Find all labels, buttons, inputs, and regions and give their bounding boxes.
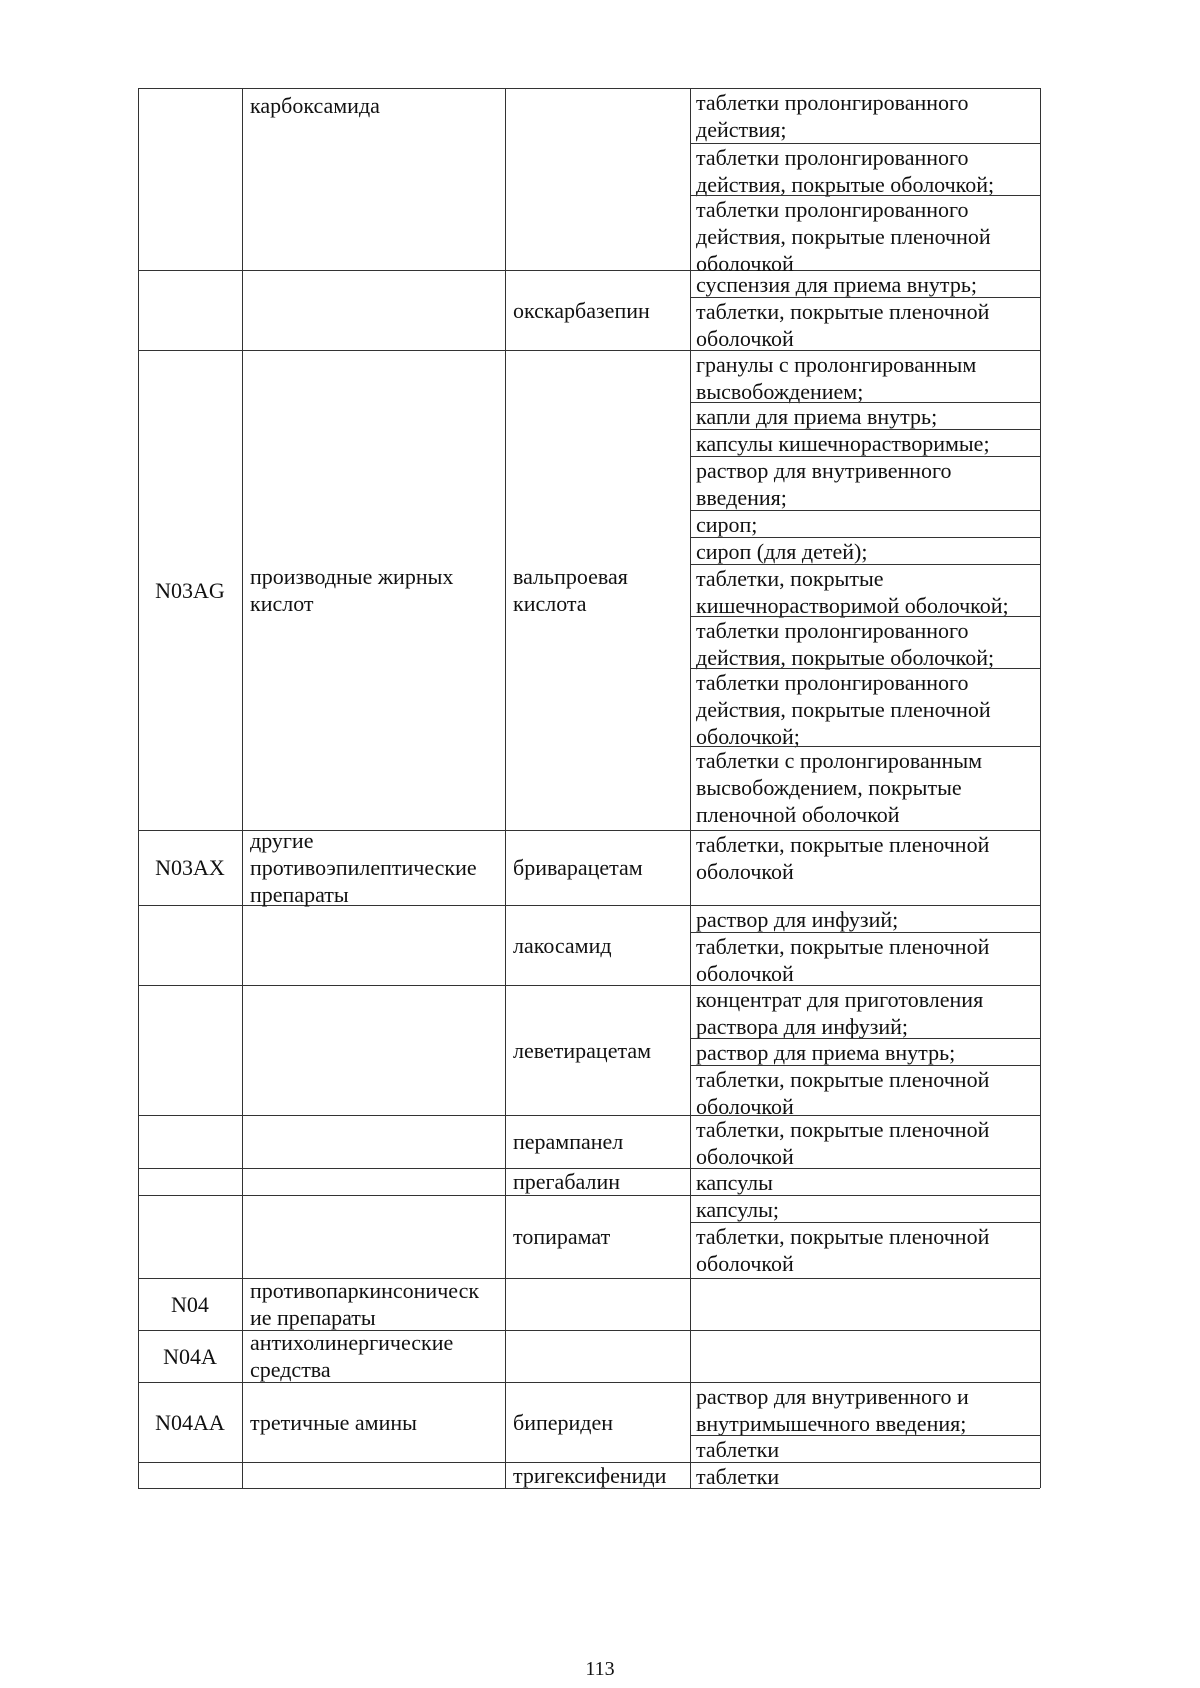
- dosage-form: капсулы: [696, 1170, 773, 1195]
- atc-code: N04A: [163, 1343, 217, 1369]
- dosage-form: таблетки пролонгированного действия, покрытые оболочкой;: [696, 145, 995, 197]
- dosage-form: сироп;: [696, 512, 758, 537]
- dosage-form: раствор для инфузий;: [696, 907, 899, 932]
- atc-code: N04AA: [155, 1409, 225, 1435]
- dosage-form: раствор для внутривенного и внутримышечного введения;: [696, 1384, 969, 1436]
- dosage-form: таблетки, покрытые пленочной оболочкой: [696, 299, 990, 351]
- dosage-form: таблетки пролонгированного действия, покрытые пленочной оболочкой: [696, 197, 991, 276]
- pharmacological-group: антихолинергические средства: [250, 1330, 454, 1382]
- dosage-form: таблетки пролонгированного действия, покрытые пленочной оболочкой;: [696, 670, 991, 749]
- drug-name: лакосамид: [513, 932, 612, 958]
- pharmacological-group: третичные амины: [250, 1409, 417, 1435]
- drug-name: бриварацетам: [513, 855, 643, 880]
- dosage-form: капсулы кишечнорастворимые;: [696, 431, 990, 456]
- dosage-form: раствор для приема внутрь;: [696, 1040, 956, 1065]
- dosage-form: сироп (для детей);: [696, 539, 868, 564]
- dosage-form: таблетки, покрытые пленочной оболочкой: [696, 832, 990, 884]
- drug-name: леветирацетам: [513, 1037, 652, 1063]
- dosage-form: таблетки пролонгированного действия, покрытые оболочкой;: [696, 618, 995, 670]
- drug-name: перампанел: [513, 1129, 624, 1154]
- dosage-form: таблетки, покрытые пленочной оболочкой: [696, 934, 990, 986]
- dosage-form: таблетки, покрытые пленочной оболочкой: [696, 1224, 990, 1276]
- drug-name: окскарбазепин: [513, 297, 650, 323]
- page-number: 113: [585, 1658, 615, 1680]
- dosage-form: гранулы с пролонгированным высвобождением;: [696, 352, 977, 404]
- atc-code: N03AX: [155, 855, 225, 880]
- pharmacological-group: другие противоэпилептические препараты: [250, 828, 477, 907]
- pharmacological-group: производные жирных кислот: [250, 564, 454, 616]
- dosage-form: капсулы;: [696, 1197, 779, 1222]
- dosage-form: капли для приема внутрь;: [696, 404, 938, 429]
- drug-name: тригексифениди: [513, 1462, 667, 1488]
- pharmacological-group: карбоксамида: [250, 93, 380, 118]
- dosage-form: таблетки с пролонгированным высвобождением, покрытые пленочной оболочкой: [696, 748, 983, 827]
- dosage-form: таблетки пролонгированного действия;: [696, 90, 969, 142]
- dosage-form: таблетки: [696, 1437, 780, 1462]
- atc-code: N04: [171, 1291, 209, 1317]
- drug-name: вальпроевая кислота: [513, 564, 628, 616]
- drug-name: прегабалин: [513, 1169, 621, 1194]
- dosage-form: таблетки, покрытые пленочной оболочкой: [696, 1067, 990, 1119]
- dosage-form: таблетки, покрытые пленочной оболочкой: [696, 1117, 990, 1169]
- atc-code: N03AG: [155, 577, 225, 603]
- drug-name: топирамат: [513, 1224, 611, 1249]
- dosage-form: концентрат для приготовления раствора для инфузий;: [696, 987, 984, 1039]
- dosage-form: таблетки: [696, 1464, 780, 1489]
- dosage-form: суспензия для приема внутрь;: [696, 272, 977, 297]
- dosage-form: таблетки, покрытые кишечнорастворимой оболочкой;: [696, 566, 1009, 618]
- drug-name: бипериден: [513, 1409, 614, 1435]
- dosage-form: раствор для внутривенного введения;: [696, 458, 952, 510]
- column-line: [1040, 88, 1041, 1488]
- pharmacological-group: противопаркинсоническ ие препараты: [250, 1278, 480, 1330]
